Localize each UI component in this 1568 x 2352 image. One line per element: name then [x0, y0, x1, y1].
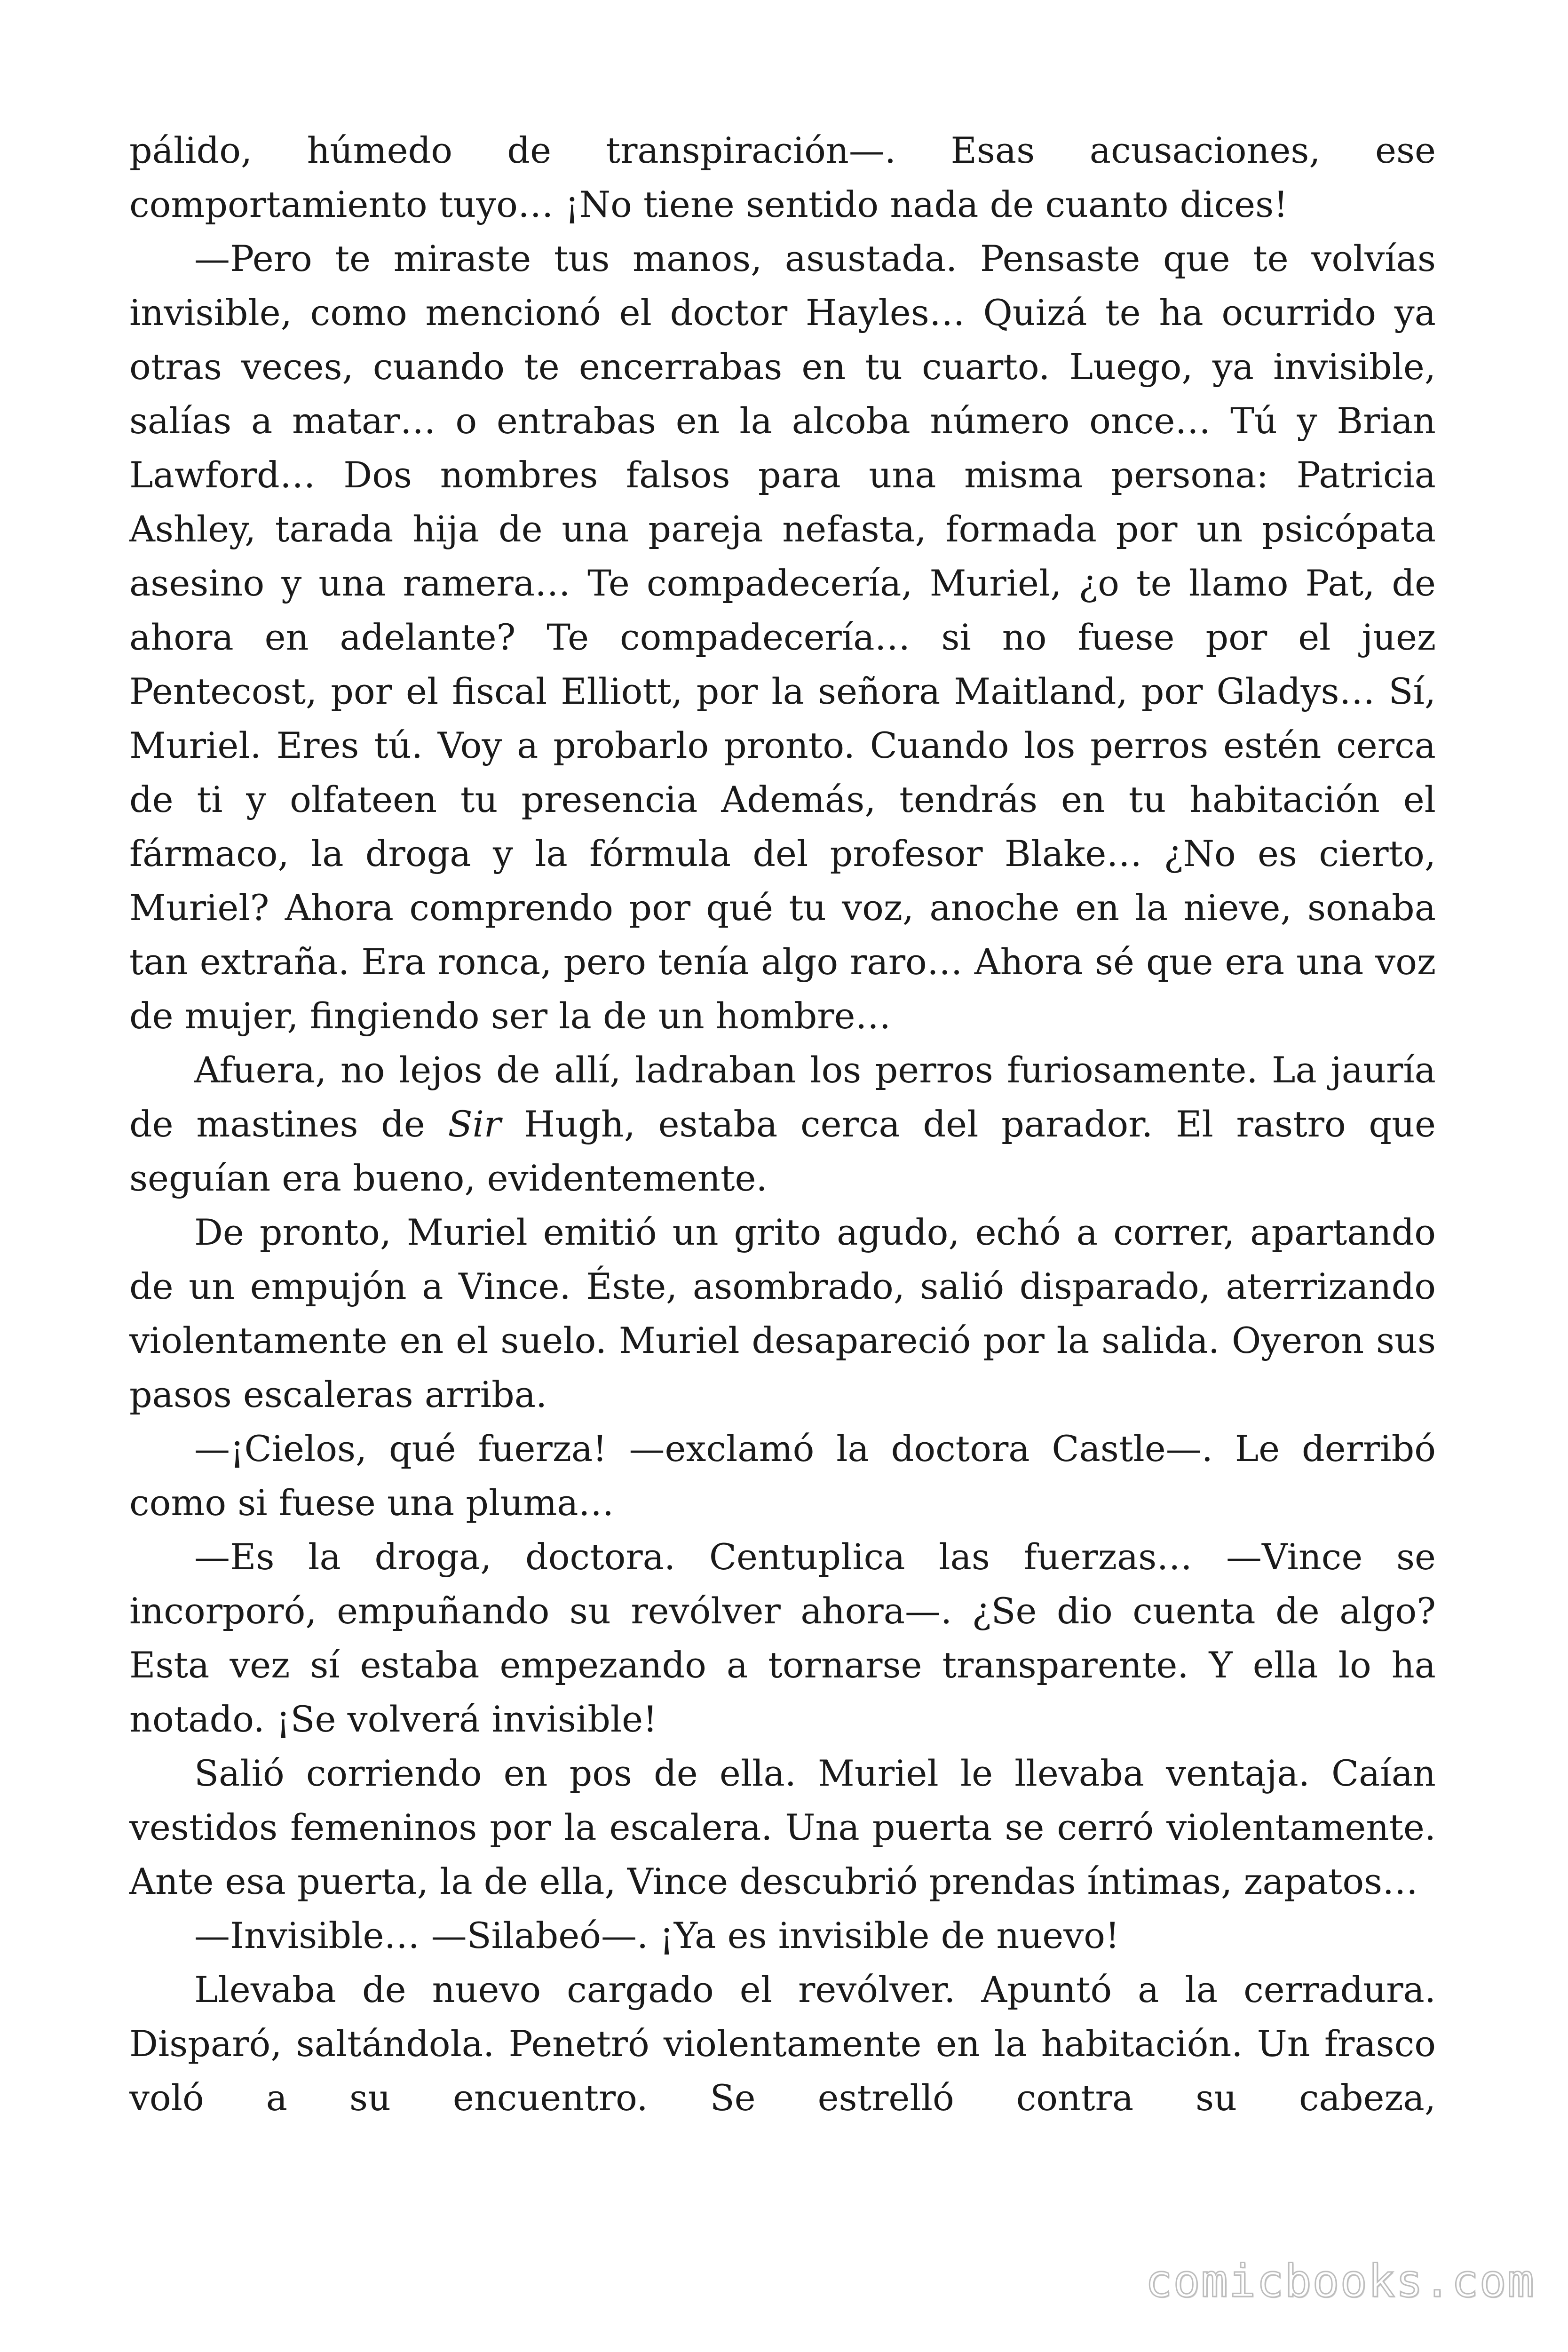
paragraph: Llevaba de nuevo cargado el revólver. Apuntó a la cerradura. Disparó, saltándola. Penetró violentamente en la habitación. Un frasco voló a su encuentro. Se estrelló contra su cabeza, — [129, 1969, 1436, 2119]
paragraph: —Invisible… —Silabeó—. ¡Ya es invisible de nuevo! — [194, 1915, 1120, 1956]
paragraph: pálido, húmedo de transpiración—. Esas acusaciones, ese comportamiento tuyo… ¡No tiene sentido nada de cuanto dices! — [129, 129, 1436, 225]
paragraph: De pronto, Muriel emitió un grito agudo, echó a correr, apartando de un empujón a Vince. Éste, asombrado, salió disparado, aterrizando violentamente en el suelo. Muriel desapareció por la salida. Oyeron sus pasos escaleras arriba. — [129, 1211, 1436, 1415]
paragraph: —Es la droga, doctora. Centuplica las fuerzas… —Vince se incorporó, empuñando su revólver ahora—. ¿Se dio cuenta de algo? Esta vez sí estaba empezando a tornarse transparente. Y ella lo ha notado. ¡Se volverá invisible! — [129, 1536, 1436, 1740]
watermark: comicbooks.com — [1145, 2256, 1535, 2307]
paragraph: —Pero te miraste tus manos, asustada. Pensaste que te volvías invisible, como mencionó el doctor Hayles… Quizá te ha ocurrido ya otras veces, cuando te encerrabas en tu cuarto. Luego, ya invisible, salías a matar… o entrabas en la alcoba número once… Tú y Brian Lawford… Dos nombres falsos para una misma persona: Patricia Ashley, tarada hija de una pareja nefasta, formada por un psicópata asesino y una ramera… Te compadecería, Muriel, ¿o te llamo Pat, de ahora en adelante? Te compadecería… si no fuese por el juez Pentecost, por el fiscal Elliott, por la señora Maitland, por Gladys… Sí, Muriel. Eres tú. Voy a probarlo pronto. Cuando los perros estén cerca de ti y olfateen tu presencia Además, tendrás en tu habitación el fármaco, la droga y la fórmula del profesor Blake… ¿No es cierto, Muriel? Ahora comprendo por qué tu voz, anoche en la nieve, sonaba tan extraña. Era ronca, pero tenía algo raro… Ahora sé que era una voz de mujer, fingiendo ser la de un hombre… — [129, 238, 1436, 1037]
page-text — [129, 123, 1436, 2125]
italic-text: Sir — [448, 1103, 501, 1145]
paragraph — [129, 1043, 1436, 1205]
paragraph-text: Afuera, no lejos de allí, ladraban los perros furiosamente. La jauría de mastines de — [129, 1049, 1436, 1145]
paragraph: Salió corriendo en pos de ella. Muriel le llevaba ventaja. Caían vestidos femeninos por la escalera. Una puerta se cerró violentamente. Ante esa puerta, la de ella, Vince descubrió prendas íntimas, zapatos… — [129, 1752, 1436, 1902]
paragraph: —¡Cielos, qué fuerza! —exclamó la doctora Castle—. Le derribó como si fuese una pluma… — [129, 1428, 1436, 1524]
paragraph-text: Hugh, estaba cerca del parador. El rastro que seguían era bueno, evidentemente. — [129, 1103, 1436, 1199]
